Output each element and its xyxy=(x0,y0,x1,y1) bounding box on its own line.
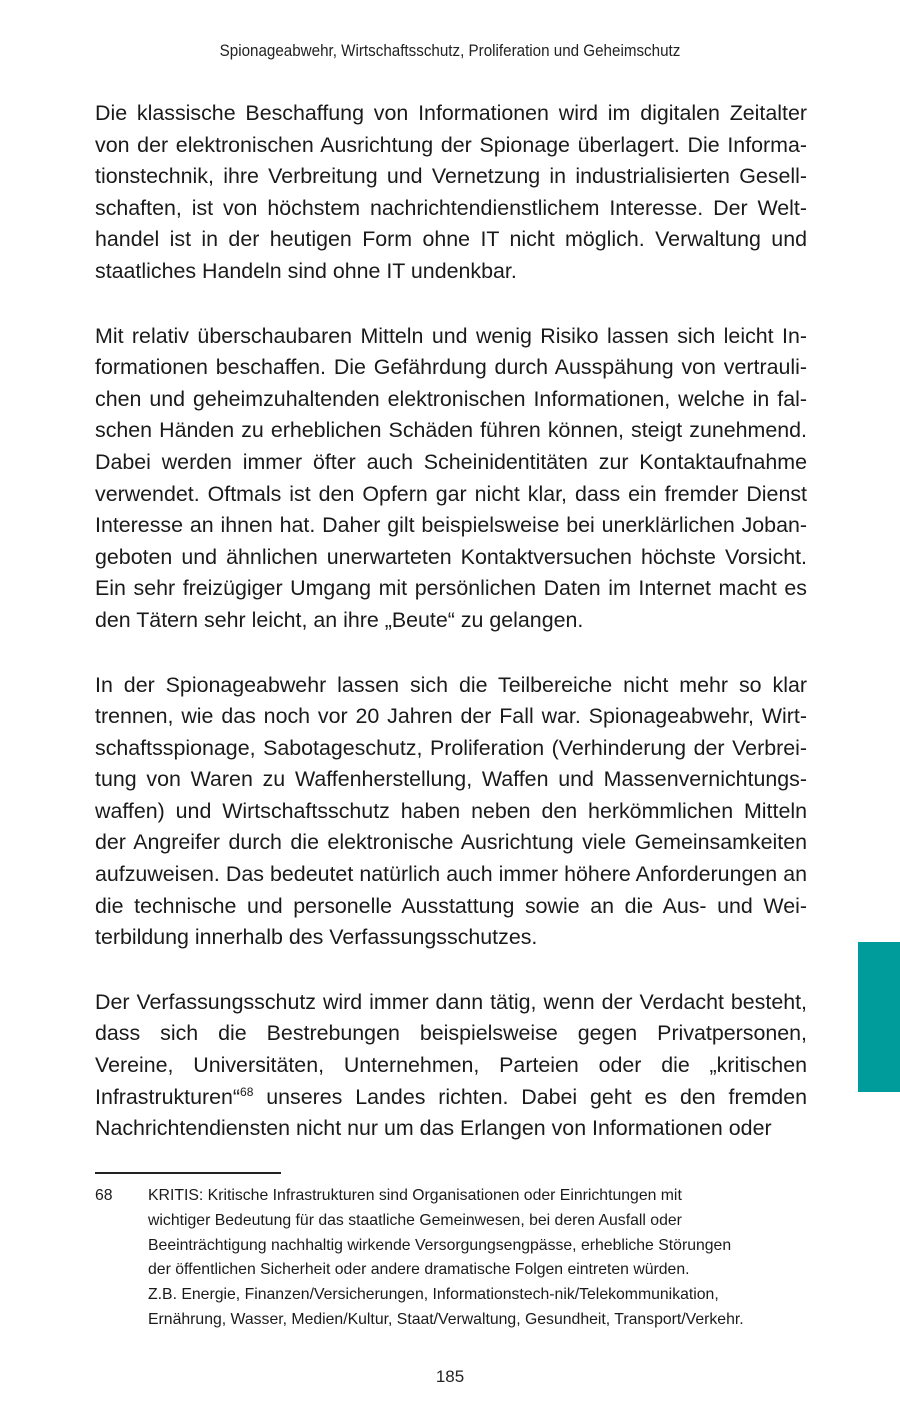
body-text xyxy=(95,98,807,1178)
paragraph-4-text-after: unseres Landes richten. Dabei geht es den fremden Nachrichtendiensten nicht nur um das Erlangen von Informationen oder xyxy=(95,1084,807,1141)
running-head: Spionageabwehr, Wirtschaftsschutz, Proliferation und Geheimschutz xyxy=(219,42,681,60)
footnote-line: Beeinträchtigung nachhaltig wirkende Versorgungsengpässe, erhebliche Störungen xyxy=(148,1236,732,1254)
page-number: 185 xyxy=(435,1367,465,1386)
paragraph-4 xyxy=(95,987,807,1145)
footnote-line: Z.B. Energie, Finanzen/Versicherungen, Informationstech-nik/Telekommunikation, xyxy=(148,1286,719,1304)
paragraph-2: Mit relativ überschaubaren Mitteln und wenig Risiko lassen sich leicht Informationen beschaffen. Die Gefährdung durch Ausspähung von vertraulichen und geheimzuhaltenden elektronischen Informationen, welche in falschen Händen zu erheblichen Schäden führen können, steigt zunehmend. Dabei werden immer öfter auch Scheinidentitäten zur Kontaktaufnahme verwendet. Oftmals ist den Opfern gar nicht klar, dass ein fremder Dienst Interesse an ihnen hat. Daher gilt beispielsweise bei unerklärlichen Jobangeboten und ähnlichen unerwarteten Kontaktversuchen höchste Vorsicht. Ein sehr freizügiger Umgang mit persönlichen Daten im Internet macht es den Tätern sehr leicht, an ihre „Beute“ zu gelangen. xyxy=(95,323,807,632)
footnote-line: Ernährung, Wasser, Medien/Kultur, Staat/Verwaltung, Gesundheit, Transport/Verkehr. xyxy=(148,1310,744,1328)
footnote-line: KRITIS: Kritische Infrastrukturen sind Organisationen oder Einrichtungen mit xyxy=(148,1187,682,1204)
paragraph-4-text-before: Der Verfassungsschutz wird immer dann tätig, wenn der Verdacht besteht, dass sich die Bestrebungen beispielsweise gegen Privatpersonen, Vereine, Universitäten, Unternehmen, Parteien oder die „kritischen Infrastrukturen“ xyxy=(95,989,807,1109)
footnote-text xyxy=(148,1184,807,1333)
footnote-number: 68 xyxy=(95,1187,113,1204)
footnote-separator xyxy=(95,1172,281,1174)
footnote-line: wichtiger Bedeutung für das staatliche Gemeinwesen, bei deren Ausfall oder xyxy=(148,1211,682,1229)
footnote xyxy=(95,1184,807,1333)
footnote-reference[interactable]: 68 xyxy=(240,1084,254,1099)
footnote-line: der öffentlichen Sicherheit oder andere dramatische Folgen eintreten würden. xyxy=(148,1261,690,1279)
paragraph-3: In der Spionageabwehr lassen sich die Teilbereiche nicht mehr so klar trennen, wie das noch vor 20 Jahren der Fall war. Spionageabwehr, Wirtschaftsspionage, Sabotageschutz, Proliferation (Verhinderung der Verbreitung von Waren zu Waffenherstellung, Waffen und Massenvernichtungswaffen) und Wirtschaftsschutz haben neben den herkömmlichen Mitteln der Angreifer durch die elektronische Ausrichtung viele Gemeinsamkeiten aufzuweisen. Das bedeutet natürlich auch immer höhere Anforderungen an die technische und personelle Ausstattung sowie an die Aus- und Weiterbildung innerhalb des Verfassungsschutzes. xyxy=(95,672,807,950)
paragraph-1: Die klassische Beschaffung von Informationen wird im digitalen Zeitalter von der elektronischen Ausrichtung der Spionage überlagert. Die Informationstechnik, ihre Verbreitung und Vernetzung in industrialisierten Gesellschaften, ist von höchstem nachrichtendienstlichem Interesse. Der Welthandel ist in der heutigen Form ohne IT nicht möglich. Verwaltung und staatliches Handeln sind ohne IT undenkbar. xyxy=(95,101,807,283)
chapter-side-tab xyxy=(858,942,900,1092)
